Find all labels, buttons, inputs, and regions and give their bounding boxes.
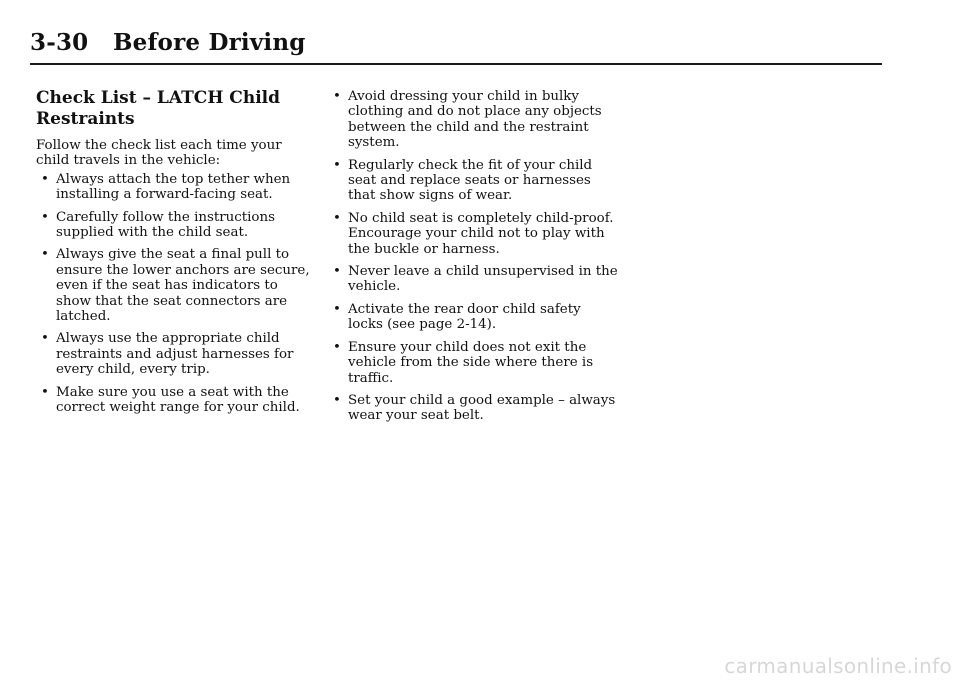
checklist-right	[328, 89, 618, 424]
list-item: • Make sure you use a seat with the correct weight range for your child.	[36, 385, 310, 416]
list-item: • Never leave a child unsupervised in the vehicle.	[328, 264, 618, 295]
list-item: • Activate the rear door child safety locks (see page 2-14).	[328, 302, 618, 333]
list-item: • Always attach the top tether when installing a forward-facing seat.	[36, 172, 310, 203]
page-header	[30, 28, 882, 65]
page-number: 3-30	[30, 29, 89, 56]
list-item: • Carefully follow the instructions supplied with the child seat.	[36, 210, 310, 241]
list-item: • No child seat is completely child-proof. Encourage your child not to play with the buckle or harness.	[328, 211, 618, 257]
intro-text: Follow the check list each time your child travels in the vehicle:	[36, 138, 282, 169]
left-column	[36, 88, 310, 423]
list-item: • Set your child a good example – always wear your seat belt.	[328, 393, 618, 424]
right-column	[328, 89, 618, 431]
checklist-left	[36, 172, 310, 416]
page-title	[30, 28, 882, 58]
list-item: • Ensure your child does not exit the vehicle from the side where there is traffic.	[328, 340, 618, 386]
list-item: • Regularly check the fit of your child seat and replace seats or harnesses that show signs of wear.	[328, 158, 618, 204]
chapter-title: Before Driving	[112, 29, 306, 56]
watermark: carmanualsonline.info	[724, 654, 952, 678]
list-item: • Always give the seat a final pull to ensure the lower anchors are secure, even if the seat has indicators to show that the seat connectors are latched.	[36, 247, 310, 324]
list-item: • Avoid dressing your child in bulky clothing and do not place any objects between the child and the restraint system.	[328, 89, 618, 151]
list-item: • Always use the appropriate child restraints and adjust harnesses for every child, every trip.	[36, 331, 310, 377]
section-title: Check List – LATCH Child Restraints	[36, 88, 280, 129]
